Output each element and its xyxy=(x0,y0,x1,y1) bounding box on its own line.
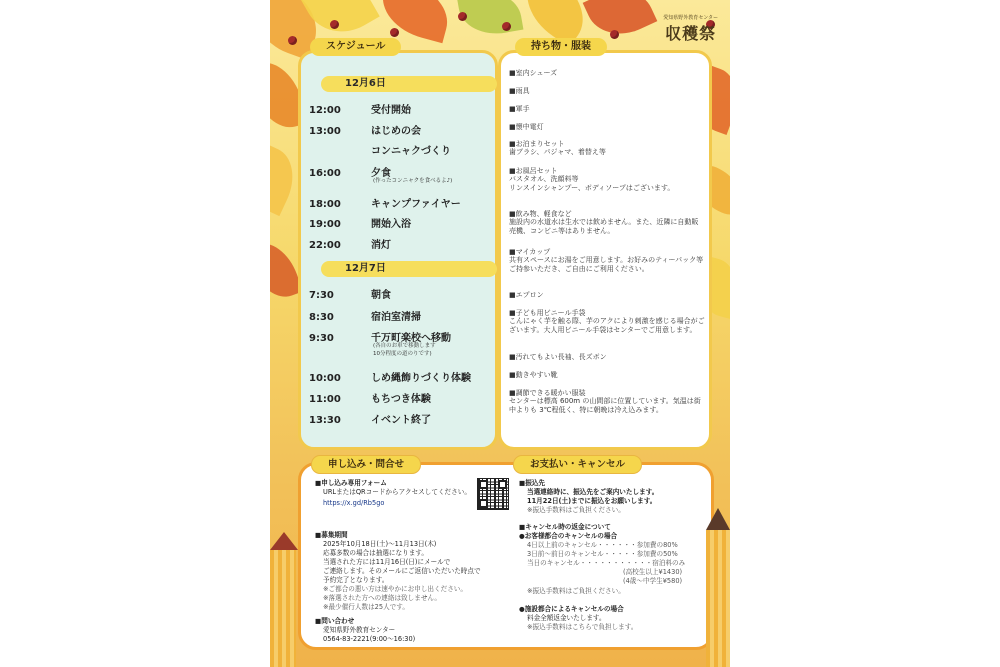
transfer-title: ■振込先 xyxy=(519,479,546,487)
berry-decoration xyxy=(330,20,339,29)
schedule-row: 19:00 開始入浴 xyxy=(309,219,411,230)
logo-title: 収穫祭 xyxy=(665,24,717,43)
period-line: 当選された方には11月16日(日)にメールで xyxy=(323,558,451,566)
schedule-row: 13:30 イベント終了 xyxy=(309,415,431,426)
period-title: ■募集期間 xyxy=(315,531,348,539)
period-line: 応募多数の場合は抽選になります。 xyxy=(323,549,428,557)
refund-title: ■キャンセル時の返金について xyxy=(519,523,611,531)
house-decoration xyxy=(706,530,730,667)
facility-note: ※振込手数料はこちらで負担します。 xyxy=(527,623,638,631)
item-entry: ■調節できる暖かい服装 センターは標高 600m の山間部に位置しています。気温は街中よりも 3℃程低く、特に朝晩は冷え込みます。 xyxy=(509,389,701,414)
transfer-note: ※振込手数料はご負担ください。 xyxy=(527,506,625,514)
schedule-row: 18:00 キャンプファイヤー xyxy=(309,199,461,210)
items-heading: 持ち物・服装 xyxy=(515,38,607,56)
info-panel xyxy=(298,459,714,650)
schedule-row: 9:30 千万町楽校へ移動 xyxy=(309,333,451,344)
roof-decoration xyxy=(706,508,730,530)
schedule-row: 7:30 朝食 xyxy=(309,290,391,301)
house-decoration xyxy=(270,550,296,667)
cancel-line: 3日前〜前日のキャンセル・・・・・参加費の50% xyxy=(527,550,678,558)
payment-heading: お支払い・キャンセル xyxy=(513,455,642,474)
period-line: ご連絡します。そのメールにご返信いただいた時点で xyxy=(323,567,481,575)
item-entry: ■雨具 xyxy=(509,87,530,95)
period-line: ※最少催行人数は25人です。 xyxy=(323,603,409,611)
period-line: 予約完了となります。 xyxy=(323,576,389,584)
apply-heading: 申し込み・問合せ xyxy=(311,455,421,474)
fee-line: (高校生以上¥1430) xyxy=(623,568,683,576)
transfer-line: 11月22日(土)までに振込をお願いします。 xyxy=(527,497,657,505)
form-desc: URLまたはQRコードからアクセスしてください。 xyxy=(323,488,471,496)
cancel-note: ※振込手数料はご負担ください。 xyxy=(527,587,625,595)
period-line: 2025年10月18日(土)〜11月13日(木) xyxy=(323,540,437,548)
berry-decoration xyxy=(610,30,619,39)
period-line: ※落選された方への連絡は致しません。 xyxy=(323,594,442,602)
schedule-panel xyxy=(298,50,498,450)
berry-decoration xyxy=(288,36,297,45)
day2-date: 12月7日 xyxy=(321,261,497,277)
leaf-decoration xyxy=(375,0,456,43)
items-panel xyxy=(498,50,712,450)
schedule-note: (各自のお車で移動します xyxy=(373,343,436,349)
schedule-row: 13:00 はじめの会 xyxy=(309,126,421,137)
schedule-note: (作ったコンニャクを食べるよ♪) xyxy=(373,178,453,184)
facility-line: 料金全額返金いたします。 xyxy=(527,614,606,622)
schedule-row: 8:30 宿泊室清掃 xyxy=(309,312,421,323)
item-entry: ■室内シューズ xyxy=(509,69,558,77)
item-entry: ■お風呂セット バスタオル、洗顔料等 リンスインシャンプー、ボディソープはございます。 xyxy=(509,167,675,192)
item-entry: ■飲み物、軽食など 施設内の水道水は生水では飲めません。また、近隣に自動販売機、コンビニ等はありません。 xyxy=(509,210,699,235)
event-logo xyxy=(663,14,718,44)
item-entry: ■軍手 xyxy=(509,105,530,113)
facility-cancel-title: ●施設都合によるキャンセルの場合 xyxy=(519,605,624,613)
schedule-row: 22:00 消灯 xyxy=(309,240,391,251)
schedule-row: 11:00 もちつき体験 xyxy=(309,394,431,405)
item-entry: ■懐中電灯 xyxy=(509,123,544,131)
berry-decoration xyxy=(502,22,511,31)
day1-date: 12月6日 xyxy=(321,76,497,92)
contact-title: ■問い合わせ xyxy=(315,617,355,625)
item-entry: ■お泊まりセット 歯ブラシ、パジャマ、着替え等 xyxy=(509,140,606,157)
berry-decoration xyxy=(390,28,399,37)
form-url[interactable]: https://x.gd/Rb5go xyxy=(323,499,385,507)
transfer-line: 当選連絡時に、振込先をご案内いたします。 xyxy=(527,488,659,496)
item-entry: ■エプロン xyxy=(509,291,544,299)
form-title: ■申し込み専用フォーム xyxy=(315,479,387,487)
qr-code[interactable] xyxy=(477,478,509,510)
schedule-heading: スケジュール xyxy=(310,38,401,56)
item-entry: ■マイカップ 共有スペースにお湯をご用意します。お好みのティーパック等ご持参いただき、ご自由にご利用ください。 xyxy=(509,248,704,273)
berry-decoration xyxy=(458,12,467,21)
period-line: ※ご都合の悪い方は速やかにお申し出ください。 xyxy=(323,585,467,593)
schedule-row: 12:00 受付開始 xyxy=(309,105,411,116)
item-entry: ■汚れてもよい長袖、長ズボン xyxy=(509,353,607,361)
schedule-row: 16:00 夕食 xyxy=(309,168,391,179)
roof-decoration xyxy=(270,532,298,550)
cancel-line: 当日のキャンセル・・・・・・・・・・・宿泊料のみ xyxy=(527,559,686,567)
leaf-decoration xyxy=(457,0,524,40)
customer-cancel-title: ●お客様都合のキャンセルの場合 xyxy=(519,532,618,540)
logo-subtitle: 愛知県野外教育センター xyxy=(663,15,718,21)
fee-line: (4歳〜中学生¥580) xyxy=(623,577,683,585)
item-entry: ■動きやすい靴 xyxy=(509,371,558,379)
schedule-row: コンニャクづくり xyxy=(371,146,451,157)
contact-tel: 0564-83-2221(9:00〜16:30) xyxy=(323,635,416,643)
cancel-line: 4日以上前のキャンセル・・・・・・参加費の80% xyxy=(527,541,678,549)
schedule-row: 10:00 しめ縄飾りづくり体験 xyxy=(309,373,471,384)
schedule-note: 10分程度の道のりです) xyxy=(373,351,432,357)
contact-org: 愛知県野外教育センター xyxy=(323,626,396,634)
event-poster xyxy=(270,0,730,667)
item-entry: ■子ども用ビニール手袋 こんにゃく芋を触る際、芋のアクにより刺激を感じる場合がございます。大人用ビニール手袋はセンターでご用意します。 xyxy=(509,309,705,334)
